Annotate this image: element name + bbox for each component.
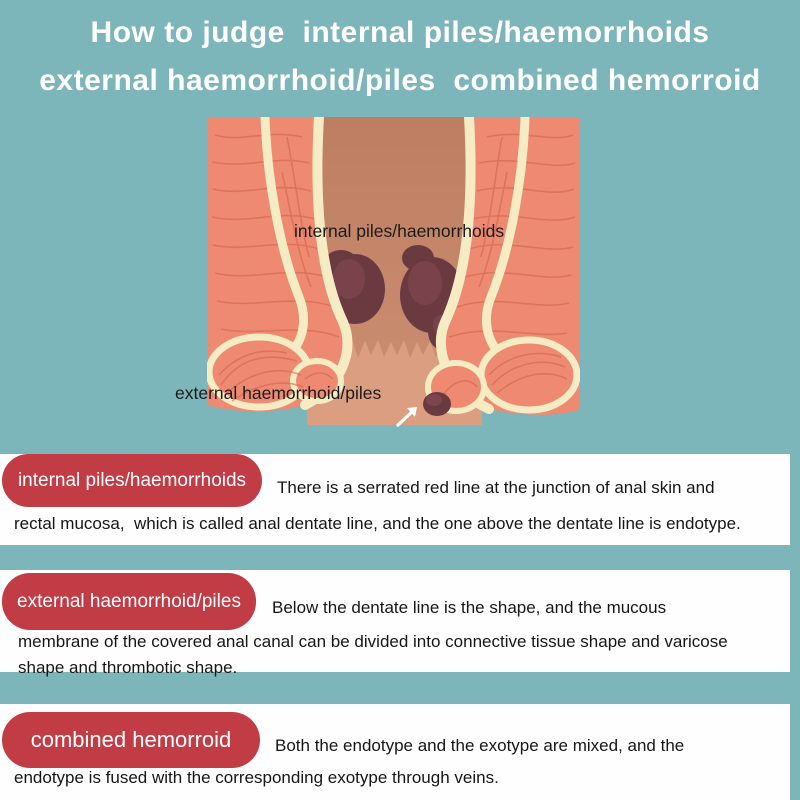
internal-piles-badge: internal piles/haemorrhoids	[2, 454, 262, 507]
combined-hemorroid-badge: combined hemorroid	[2, 712, 260, 768]
external-piles-label: external haemorrhoid/piles	[175, 383, 382, 403]
anatomy-illustration	[207, 117, 580, 425]
page-title-line-2: external haemorrhoid/piles combined hemorroid	[39, 64, 761, 97]
external-piles-badge: external haemorrhoid/piles	[2, 573, 256, 630]
anatomy-svg	[207, 117, 580, 425]
internal-piles-label: internal piles/haemorrhoids	[294, 221, 505, 241]
external-description-line-3: shape and thrombotic shape.	[18, 658, 238, 677]
external-description-line-2: membrane of the covered anal canal can be divided into connective tissue shape and varicose	[18, 632, 728, 651]
internal-description-line-1: There is a serrated red line at the junction of anal skin and	[277, 478, 715, 497]
external-description-line-1: Below the dentate line is the shape, and the mucous	[272, 598, 667, 617]
combined-description-line-1: Both the endotype and the exotype are mixed, and the	[275, 736, 685, 755]
internal-description-line-2: rectal mucosa, which is called anal dentate line, and the one above the dentate line is endotype.	[14, 514, 741, 533]
page-title-line-1: How to judge internal piles/haemorrhoids	[90, 16, 710, 49]
arrow-up-right-icon	[394, 402, 424, 428]
combined-description-line-2: endotype is fused with the corresponding exotype through veins.	[14, 768, 499, 787]
